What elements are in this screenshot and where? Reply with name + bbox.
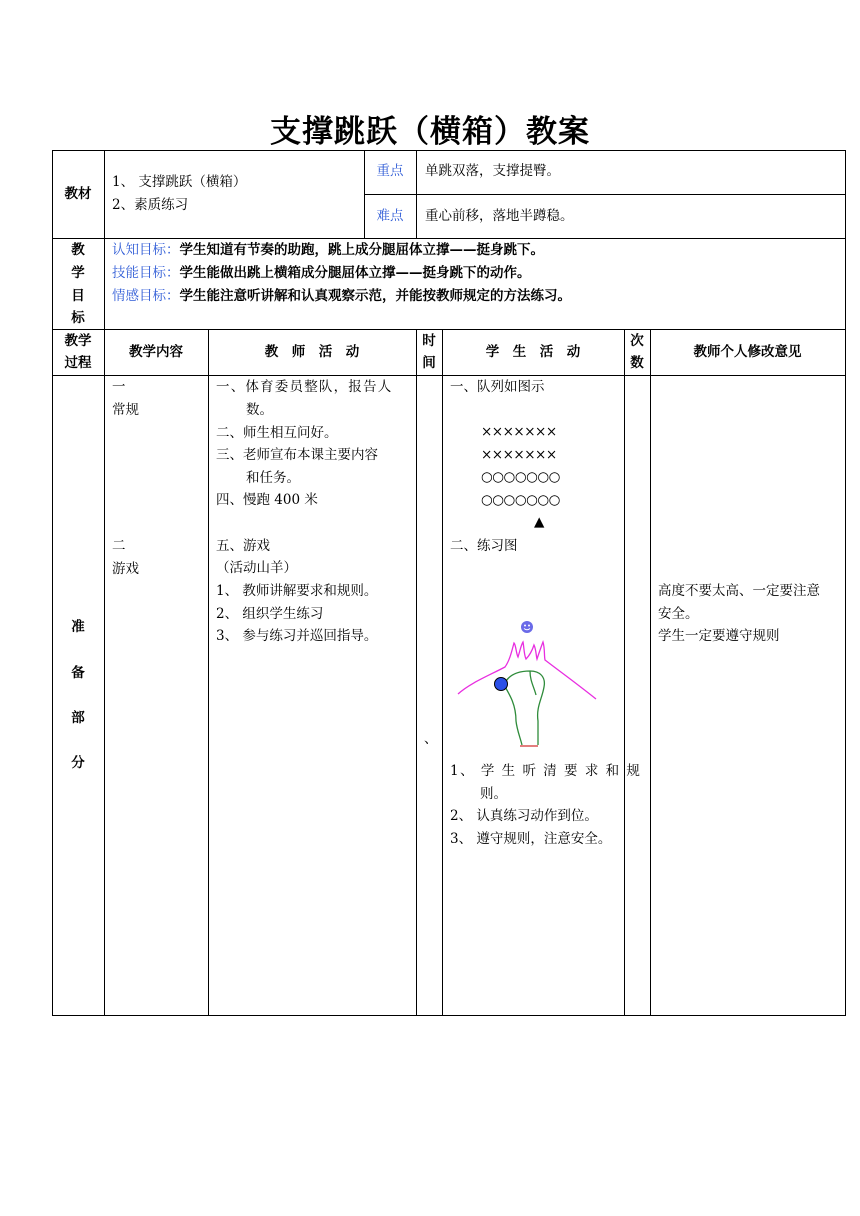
cognitive-goal: 认知目标：学生知道有节奏的助跑，跳上成分腿屈体立撑——挺身跳下。 [112,242,544,258]
content-routine: 常规 [112,402,139,418]
page-title: 支撑跳跃（横箱）教案 [270,114,590,150]
difficult-point-text: 重心前移，落地半蹲稳。 [425,208,574,224]
practice-title: 二、练习图 [450,538,518,554]
header-student-activity: 学 生 活 动 [485,344,581,360]
opinion-line: 学生一定要遵守规则 [658,628,780,644]
student-note: 3、 遵守规则，注意安全。 [450,831,612,847]
opinion-line: 高度不要太高、一定要注意 [658,583,820,599]
content-number: 一 [112,379,126,395]
header-content: 教学内容 [129,344,183,360]
header-process: 教学 [64,333,92,349]
teacher-activity-line: 二、师生相互问好。 [216,425,338,441]
content-game: 游戏 [112,561,139,577]
formation-row: ○○○○○○○ [481,492,560,508]
header-time: 间 [422,355,436,371]
teacher-activity-line: 3、 参与练习并巡回指导。 [216,628,378,644]
teacher-activity-line: 三、老师宣布本课主要内容 [216,447,378,463]
opinion-line: 安全。 [658,606,699,622]
header-count: 数 [630,355,644,371]
teacher-activity-line: 和任务。 [246,470,300,486]
header-opinion: 教师个人修改意见 [693,344,802,360]
material-item: 1、 支撑跳跃（横箱） [112,174,247,190]
smiley-face-icon [521,621,533,633]
teacher-activity-line: 五、游戏 [216,538,270,554]
teacher-activity-line: 1、 教师讲解要求和规则。 [216,583,378,599]
header-teacher-activity: 教 师 活 动 [264,344,360,360]
content-number: 二 [112,538,126,554]
teacher-activity-line: 一、体育委员整队，报告人 [216,379,393,395]
affective-goal: 情感目标：学生能注意听讲解和认真观察示范，并能按教师规定的方法练习。 [112,288,571,304]
teacher-activity-line: （活动山羊） [216,560,297,576]
formation-row: ××××××× [481,424,557,440]
teacher-activity-line: 2、 组织学生练习 [216,606,324,622]
time-mark: 、 [424,731,438,747]
vault-figure [504,671,544,745]
teacher-activity-line: 四、慢跑 400 米 [216,492,318,508]
teacher-position-icon: ▲ [534,514,545,530]
skill-goal: 技能目标：学生能做出跳上横箱成分腿屈体立撑——挺身跳下的动作。 [112,265,531,281]
formation-title: 一、队列如图示 [450,379,545,395]
student-note: 则。 [480,786,507,802]
teacher-activity-line: 数。 [246,402,273,418]
material-label: 教材 [64,186,92,202]
blue-circle-icon [495,678,508,691]
key-point-text: 单跳双落，支撑提臀。 [425,163,560,179]
header-time: 时 [422,333,436,349]
practice-diagram [450,615,600,755]
student-note: 1、 学 生 听 清 要 求 和 规 [450,763,642,779]
material-item: 2、素质练习 [112,197,189,213]
formation-row: ○○○○○○○ [481,469,560,485]
key-point-label: 重点 [376,163,404,179]
difficult-point-label: 难点 [376,208,404,224]
formation-row: ××××××× [481,447,557,463]
header-process: 过程 [64,355,92,371]
student-note: 2、 认真练习动作到位。 [450,808,598,824]
header-count: 次 [630,333,644,349]
